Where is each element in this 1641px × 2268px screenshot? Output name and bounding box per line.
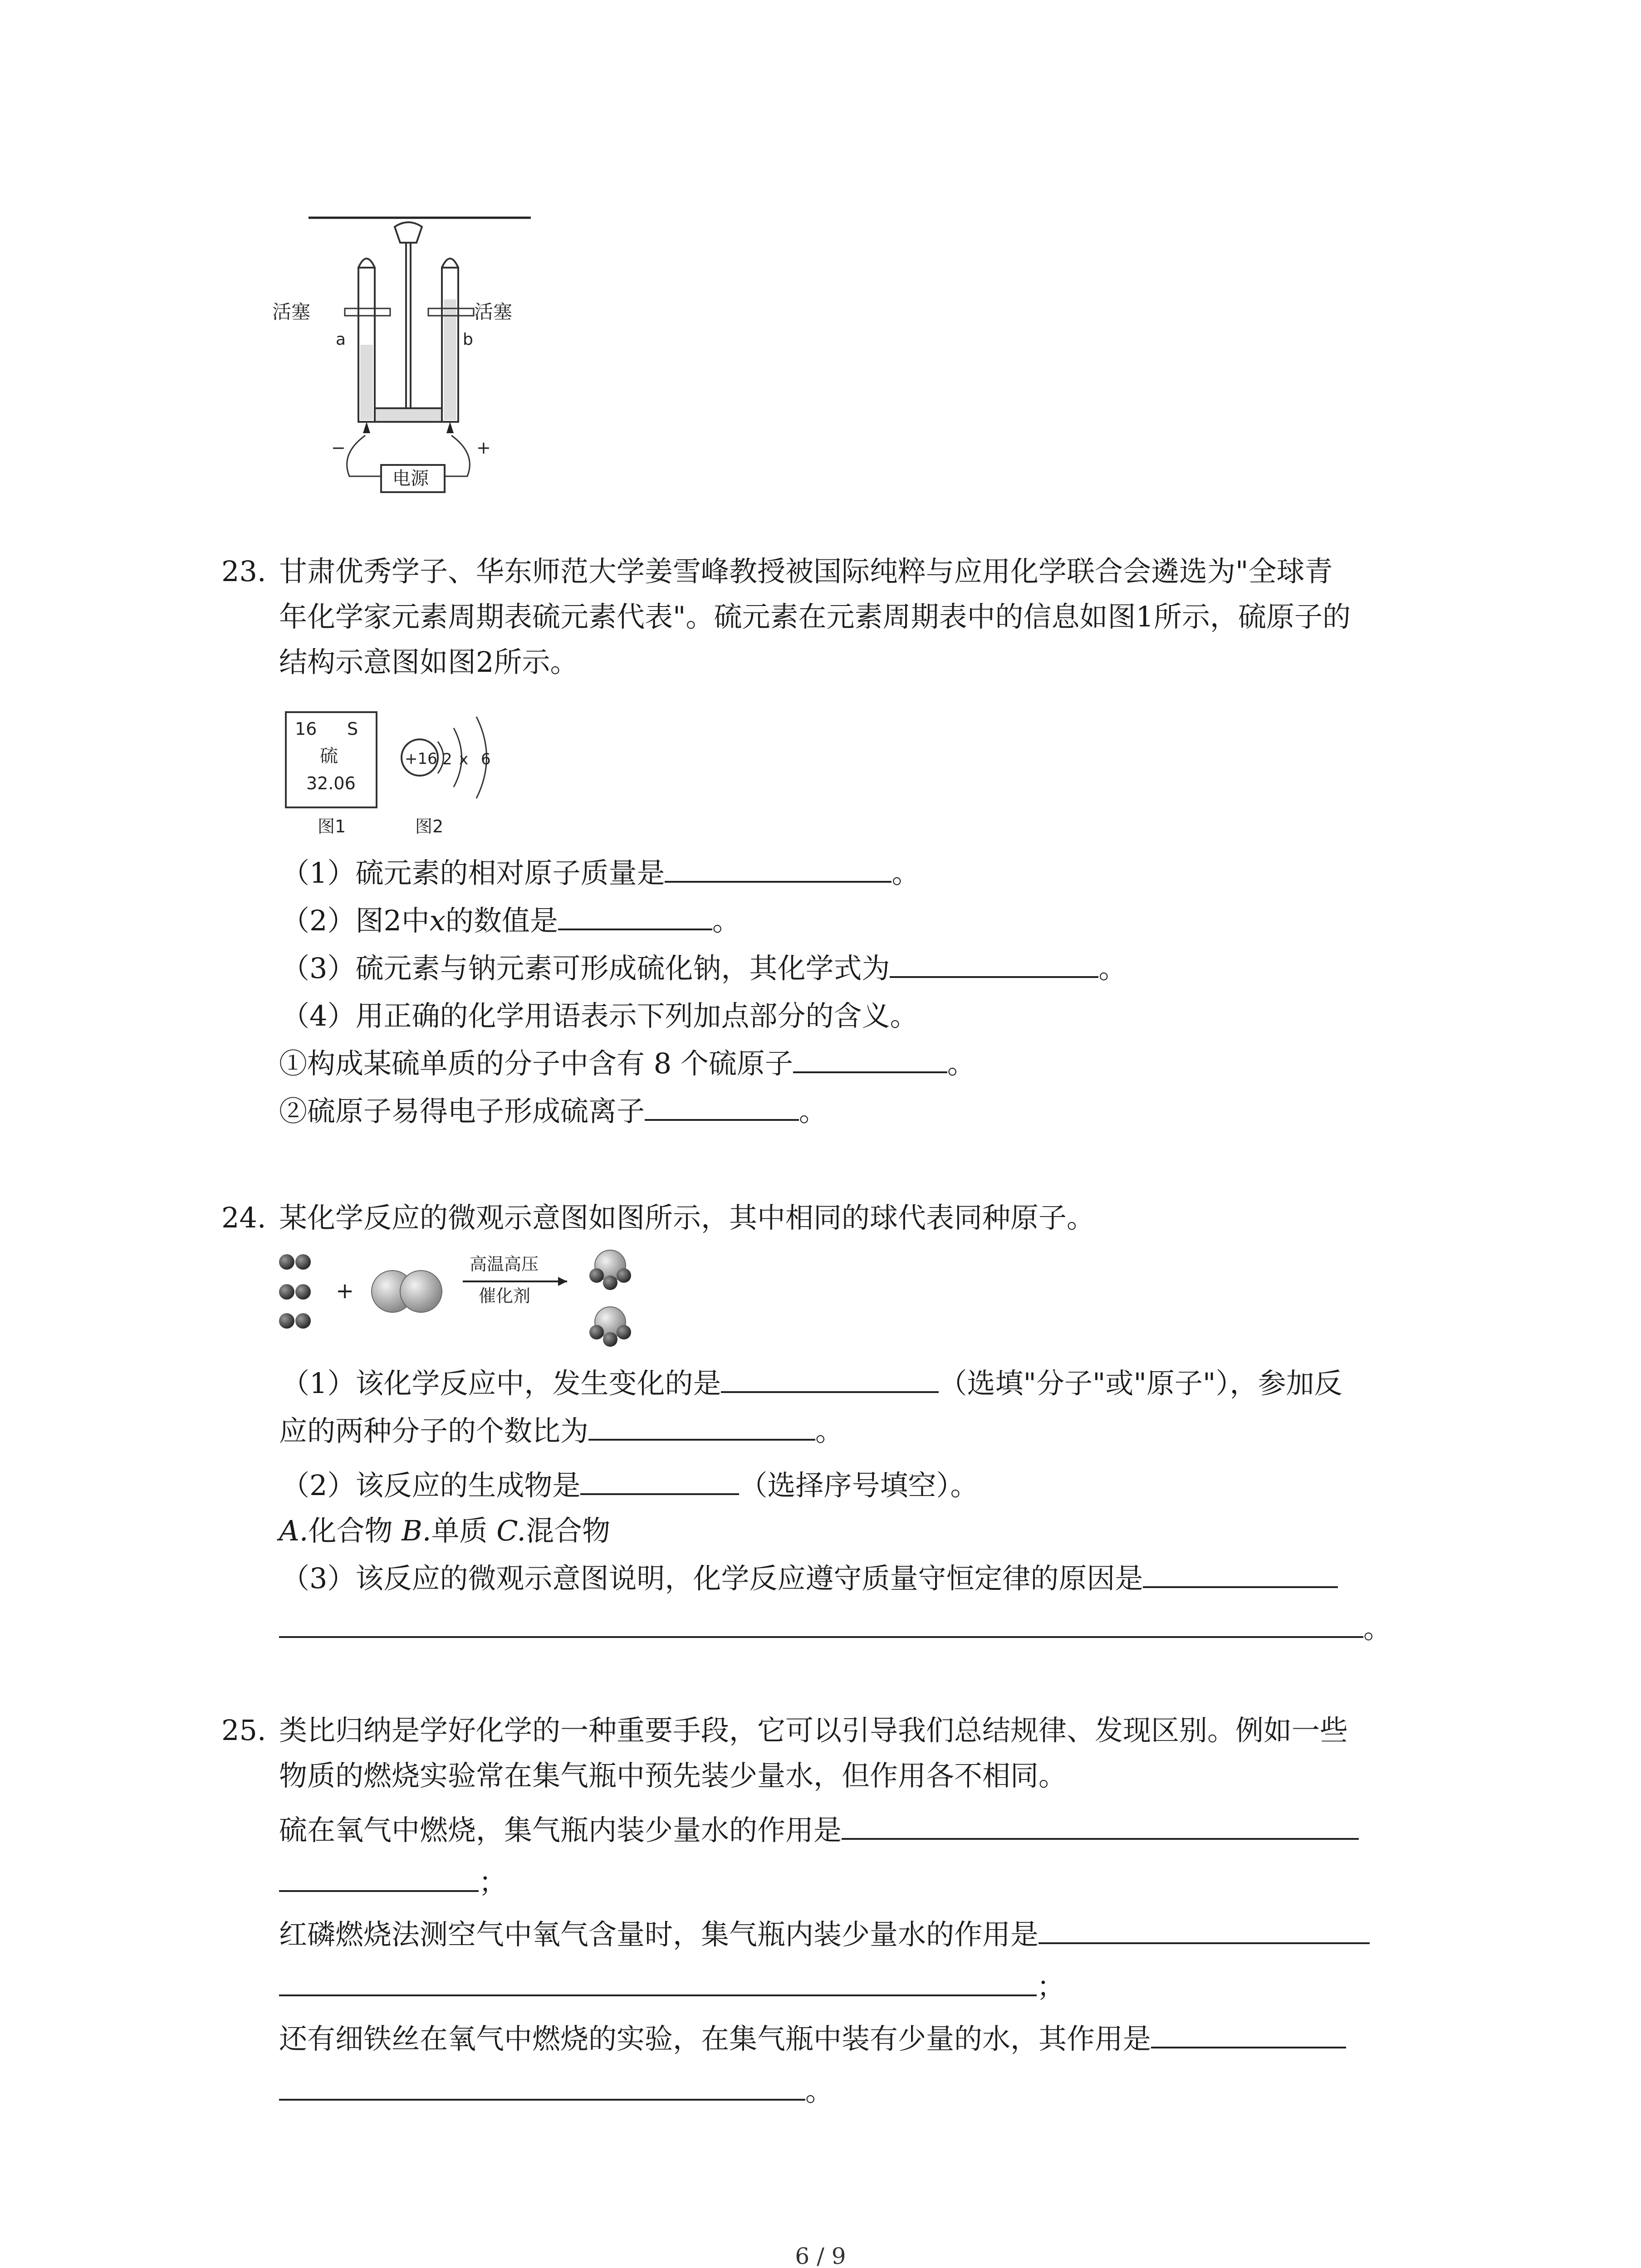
fig1-caption: 图1 <box>318 816 346 836</box>
q25-sentence1: 硫在氧气中燃烧，集气瓶内装少量水的作用是 <box>279 1810 1359 1851</box>
q23-part1: （1）硫元素的相对原子质量是 。 <box>281 853 920 894</box>
answer-blank[interactable] <box>793 1044 947 1073</box>
q23-number: 23. <box>221 555 266 588</box>
fig2-caption: 图2 <box>415 816 444 836</box>
q23-part2: （2）图2中x的数值是 。 <box>281 900 740 941</box>
q23-part4: （4）用正确的化学用语表示下列加点部分的含义。 <box>281 999 918 1032</box>
q24-part1-cont: 应的两种分子的个数比为 。 <box>279 1411 843 1452</box>
q23-stem-line3: 结构示意图如图2所示。 <box>279 645 578 679</box>
element-name: 硫 <box>320 746 338 767</box>
q24-number: 24. <box>221 1201 266 1234</box>
answer-blank[interactable] <box>890 949 1098 978</box>
power-label: 电源 <box>392 468 429 489</box>
q23-part4-2: ②硫原子易得电子形成硫离子 。 <box>279 1091 827 1132</box>
answer-blank[interactable] <box>580 1466 739 1495</box>
reaction-diagram <box>277 1247 685 1356</box>
q25-sentence3: 还有细铁丝在氧气中燃烧的实验，在集气瓶中装有少量的水，其作用是 <box>279 2019 1346 2059</box>
electrolysis-figure <box>272 200 554 508</box>
shell3-electrons: 6 <box>481 750 491 768</box>
q25-number: 25. <box>221 1714 266 1747</box>
q24-part2: （2）该反应的生成物是 （选择序号填空）。 <box>281 1465 978 1506</box>
plus-sign: + <box>476 438 491 458</box>
element-symbol: S <box>347 719 358 739</box>
q24-part3: （3）该反应的微观示意图说明，化学反应遵守质量守恒定律的原因是 <box>281 1558 1338 1599</box>
q24-part1: （1）该化学反应中，发生变化的是 （选填"分子"或"原子"），参加反 <box>281 1363 1342 1404</box>
left-stopcock-label: 活塞 <box>272 301 311 323</box>
shell1-electrons: 2 <box>442 750 452 768</box>
tube-a-label: a <box>336 330 346 349</box>
answer-blank[interactable] <box>645 1092 799 1121</box>
q23-part3: （3）硫元素与钠元素可形成硫化钠，其化学式为 。 <box>281 948 1127 989</box>
q23-stem-line2: 年化学家元素周期表硫元素代表"。硫元素在元素周期表中的信息如图1所示，硫原子的 <box>279 600 1351 633</box>
atomic-mass: 32.06 <box>306 773 356 793</box>
answer-blank[interactable] <box>279 1863 479 1892</box>
answer-blank[interactable] <box>279 1967 1037 1996</box>
q23-stem-line1: 甘肃优秀学子、华东师范大学姜雪峰教授被国际纯粹与应用化学联合会遴选为"全球青 <box>279 555 1333 588</box>
answer-blank[interactable] <box>1151 2019 1346 2048</box>
page-number: 6 / 9 <box>795 2243 846 2268</box>
plus-sign: + <box>336 1278 354 1304</box>
minus-sign: − <box>331 438 346 458</box>
tube-b-label: b <box>463 330 473 349</box>
right-stopcock-label: 活塞 <box>474 301 513 323</box>
q25-stem-line1: 类比归纳是学好化学的一种重要手段，它可以引导我们总结规律、发现区别。例如一些 <box>279 1714 1348 1747</box>
reaction-figure <box>277 1247 685 1356</box>
electrolysis-diagram <box>272 200 554 508</box>
answer-blank[interactable] <box>279 2072 805 2101</box>
atomic-number: 16 <box>295 719 317 739</box>
q25-sentence1-cont: ； <box>279 1862 507 1903</box>
q24-options: A.化合物 B.单质 C.混合物 <box>279 1514 611 1547</box>
q25-sentence2: 红磷燃烧法测空气中氧气含量时，集气瓶内装少量水的作用是 <box>279 1914 1370 1955</box>
answer-blank[interactable] <box>842 1811 1359 1840</box>
q23-part4-1: ①构成某硫单质的分子中含有 8 个硫原子 。 <box>279 1043 975 1084</box>
answer-blank[interactable] <box>279 1609 1363 1638</box>
q25-sentence3-cont: 。 <box>279 2071 833 2112</box>
condition-top: 高温高压 <box>470 1254 539 1274</box>
nucleus-charge: +16 <box>405 750 437 768</box>
answer-blank[interactable] <box>721 1364 939 1393</box>
condition-bottom: 催化剂 <box>479 1286 531 1306</box>
q24-part3-cont: 。 <box>279 1608 1391 1649</box>
sulfur-element-diagram <box>281 708 517 844</box>
q25-sentence2-cont: ； <box>279 1966 1065 2007</box>
shell2-electrons: x <box>459 750 469 768</box>
answer-blank[interactable] <box>588 1412 815 1441</box>
answer-blank[interactable] <box>665 854 892 883</box>
sulfur-figures <box>281 708 517 844</box>
q25-stem-line2: 物质的燃烧实验常在集气瓶中预先装少量水，但作用各不相同。 <box>279 1759 1067 1792</box>
answer-blank[interactable] <box>558 901 712 930</box>
answer-blank[interactable] <box>1038 1915 1370 1944</box>
q24-stem: 某化学反应的微观示意图如图所示，其中相同的球代表同种原子。 <box>279 1201 1095 1234</box>
answer-blank[interactable] <box>1143 1559 1338 1588</box>
